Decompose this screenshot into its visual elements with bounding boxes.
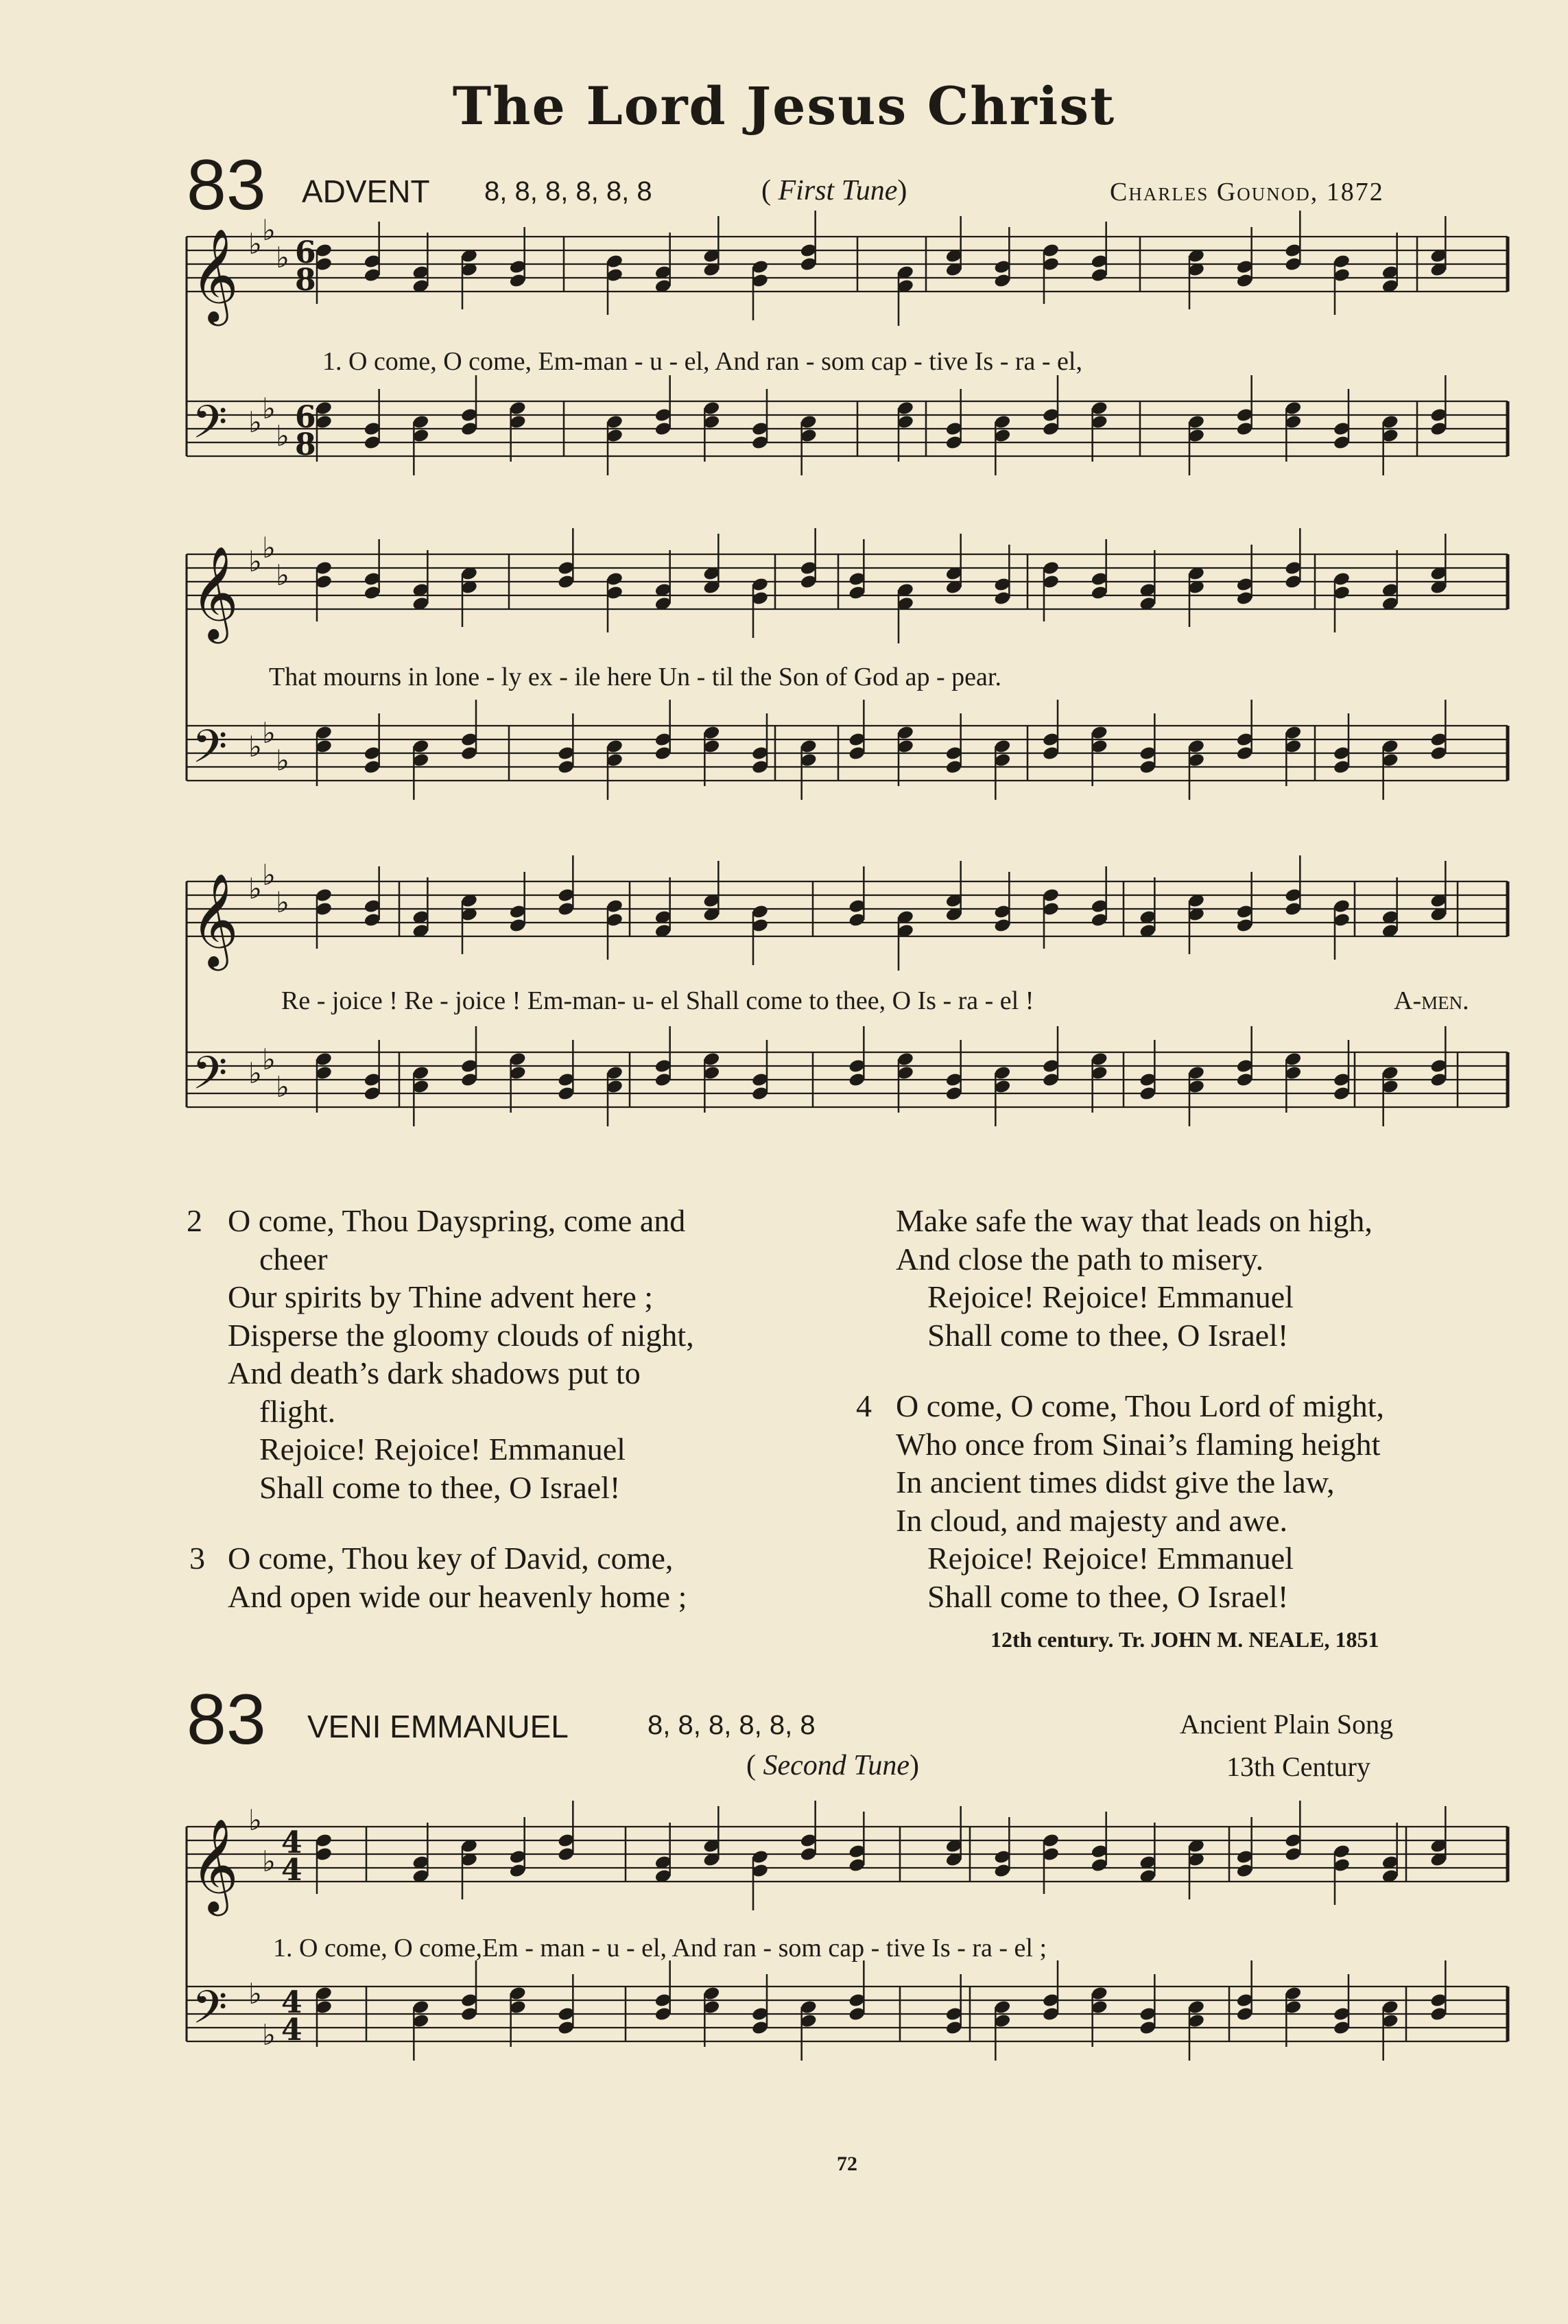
- flat-icon: ♭: [276, 886, 289, 919]
- flat-icon: ♭: [276, 558, 289, 592]
- tune-note: ( First Tune): [761, 175, 907, 206]
- flat-icon: ♭: [276, 419, 289, 453]
- flat-icon: ♭: [276, 241, 289, 274]
- bass-clef-icon: 𝄢: [192, 1047, 228, 1111]
- flat-icon: ♭: [262, 1043, 276, 1076]
- flat-icon: ♭: [262, 213, 276, 247]
- lyric-line-4: 1. O come, O come,Em - man - u - el, And ran - som cap - tive Is - ra - el ;: [273, 1934, 1047, 1963]
- verse-4-text: O come, O come, Thou Lord of might, Who once from Sinai’s flaming height In ancient times didst give the law, In cloud, and majesty and awe. Rejoice! Rejoice! Emmanuel Shall come to thee, O Israel!: [896, 1388, 1385, 1614]
- treble-clef-icon: 𝄞: [191, 1817, 239, 1912]
- translation-credit: 12th century. Tr. JOHN M. NEALE, 1851: [990, 1627, 1379, 1652]
- amen-label: A-men.: [1394, 986, 1469, 1015]
- page-number: 72: [837, 2153, 857, 2175]
- meter-2: 8, 8, 8, 8, 8, 8: [648, 1710, 816, 1740]
- time-signature: 6: [295, 400, 316, 435]
- lyric-line-3: Re - joice ! Re - joice ! Em-man- u- el Shall come to thee, O Is - ra - el !: [281, 986, 1034, 1015]
- tune-name: ADVENT: [302, 174, 430, 209]
- bass-clef-icon: 𝄢: [192, 720, 228, 784]
- treble-clef-icon: 𝄞: [191, 872, 239, 967]
- flat-icon: ♭: [248, 730, 262, 763]
- composer-2-line2: 13th Century: [1226, 1751, 1370, 1782]
- flat-icon: ♭: [262, 392, 276, 425]
- flat-icon: ♭: [262, 1845, 276, 1878]
- verse-4-number: 4: [856, 1388, 872, 1423]
- flat-icon: ♭: [276, 1070, 289, 1104]
- time-signature: 4: [281, 1985, 302, 2020]
- flat-icon: ♭: [262, 858, 276, 892]
- time-signature: 4: [281, 2013, 302, 2048]
- flat-icon: ♭: [276, 744, 289, 777]
- time-signature: 8: [295, 427, 316, 462]
- flat-icon: ♭: [248, 545, 262, 578]
- hymn-number: 83: [187, 145, 266, 225]
- verse-2-number: 2: [187, 1203, 202, 1238]
- flat-icon: ♭: [248, 405, 262, 439]
- tune-name-2: VENI EMMANUEL: [307, 1709, 569, 1744]
- flat-icon: ♭: [248, 227, 262, 261]
- meter: 8, 8, 8, 8, 8, 8: [484, 176, 652, 206]
- bass-clef-icon: 𝄢: [192, 1981, 228, 2045]
- verse-3-continued: Make safe the way that leads on high, And close the path to misery. Rejoice! Rejoice! Emmanuel Shall come to thee, O Israel!: [896, 1203, 1373, 1353]
- flat-icon: ♭: [248, 1977, 262, 2011]
- verse-3-number: 3: [189, 1541, 205, 1576]
- time-signature: 6: [295, 235, 316, 270]
- flat-icon: ♭: [248, 1803, 262, 1837]
- lyric-line-1: 1. O come, O come, Em-man - u - el, And ran - som cap - tive Is - ra - el,: [322, 347, 1082, 376]
- composer-2-line1: Ancient Plain Song: [1180, 1709, 1394, 1740]
- tune-note-2: ( Second Tune): [746, 1750, 919, 1781]
- time-signature: 4: [281, 1825, 302, 1860]
- flat-icon: ♭: [248, 1056, 262, 1090]
- flat-icon: ♭: [262, 716, 276, 750]
- hymn-number-2: 83: [187, 1680, 266, 1759]
- treble-clef-icon: 𝄞: [191, 545, 239, 639]
- flat-icon: ♭: [248, 872, 262, 905]
- time-signature: 8: [295, 263, 316, 298]
- treble-clef-icon: 𝄞: [191, 227, 239, 322]
- time-signature: 4: [281, 1853, 302, 1888]
- flat-icon: ♭: [262, 531, 276, 565]
- verse-2-text: O come, Thou Dayspring, come and cheer Our spirits by Thine advent here ; Disperse the gloomy clouds of night, And death’s dark shadows put to flight. Rejoice! Rejoice! Emmanuel Shall come to thee, O Israel!: [228, 1203, 694, 1505]
- section-title: The Lord Jesus Christ: [452, 75, 1116, 137]
- composer: Charles Gounod, 1872: [1110, 178, 1384, 206]
- lyric-line-2: That mourns in lone - ly ex - ile here Un - til the Son of God ap - pear.: [269, 663, 1001, 691]
- bass-clef-icon: 𝄢: [192, 396, 228, 460]
- flat-icon: ♭: [262, 2018, 276, 2052]
- verse-3-text: O come, Thou key of David, come, And open wide our heavenly home ;: [228, 1541, 687, 1614]
